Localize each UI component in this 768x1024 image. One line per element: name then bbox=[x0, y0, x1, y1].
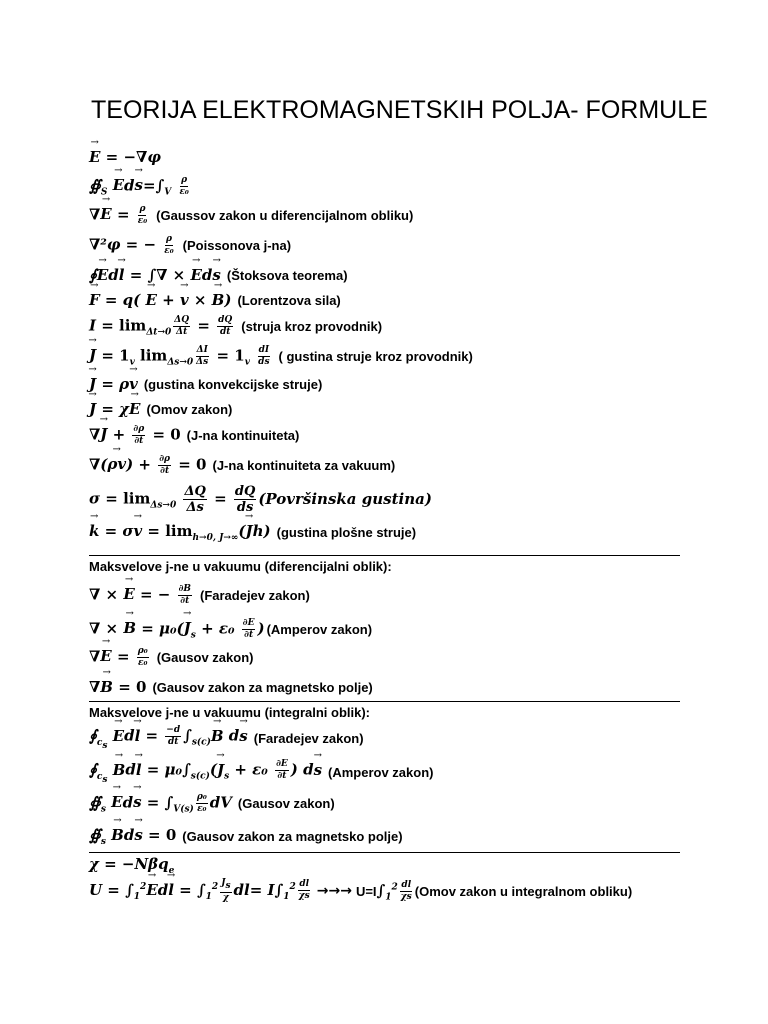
arrows-icon: →→→ bbox=[316, 883, 352, 899]
formula-row bbox=[89, 311, 382, 341]
formula: ∇→ B = 0 bbox=[89, 678, 146, 696]
formula-row bbox=[89, 723, 364, 753]
formula-label: (Gausov zakon za magnetsko polje) bbox=[182, 828, 403, 844]
formula-label: (J-na kontinuiteta za vakuum) bbox=[212, 457, 396, 473]
formula-label: (gustina plošne struje) bbox=[276, 524, 417, 540]
formula-label: (Štoksova teorema) bbox=[226, 267, 348, 283]
formula: → $J = 1_v$ $\lim_{\Delta s\to 0}$ $\frac{\Delta I}{\Delta s}$ = $1_v$ $\frac{dI}{ds}$ bbox=[89, 345, 273, 368]
formula-row bbox=[89, 142, 161, 172]
formula-label: (Gausov zakon) bbox=[156, 649, 254, 665]
formula: ∮→ Ed→ l = ∫∇ × → Ed→ s bbox=[89, 266, 221, 284]
formula-label: U=I bbox=[355, 883, 377, 899]
formula-label: (Površinska gustina) bbox=[258, 490, 432, 508]
formula-row bbox=[89, 200, 413, 230]
formula: ∇ × → $B = \mu_0(\to J_s + \varepsilon_0$ $\frac{\partial E}{\partial t}$ ) bbox=[89, 618, 265, 641]
formula: → $k = \sigma\to v = \lim_{h\to 0, J\to\infty}(\to Jh)$ bbox=[89, 522, 271, 543]
page-title: TEORIJA ELEKTROMAGNETSKIH POLJA- FORMULE bbox=[91, 96, 708, 124]
formula: $\int_1^2$ $\frac{dl}{\chi s}$ bbox=[376, 879, 412, 902]
divider bbox=[89, 701, 680, 702]
formula-row bbox=[89, 788, 335, 818]
formula: ∇(→ ρv) + $\frac{\partial\rho}{\partial t}$ = 0 bbox=[89, 454, 206, 477]
formula-row bbox=[89, 484, 432, 514]
section-heading: Maksvelove j-ne u vakuumu (diferencijalni oblik): bbox=[89, 559, 392, 574]
formula: $∮_{c_s} \to Bd\to l = \mu_0\int_{s(c)}(\to J_s + \varepsilon_0$ $\frac{\partial E}{\partial t}$ ) d→ s bbox=[89, 759, 322, 784]
formula: $U = \int_1^2\to Ed\to l = \int_1^2$ $\frac{J_s}{\chi}$ $dl= I\int_1^2$ $\frac{dl}{\chi s}$ bbox=[89, 878, 313, 904]
formula-label: ( gustina struje kroz provodnik) bbox=[278, 348, 473, 364]
formula-label: (Amperov zakon) bbox=[266, 621, 373, 637]
formula-row bbox=[89, 821, 403, 851]
formula: → J = χ→ E bbox=[89, 400, 140, 418]
formula: $I = \lim_{\Delta t\to 0}$ $\frac{\Delta Q}{\Delta t}$ = $\frac{dQ}{dt}$ bbox=[89, 314, 233, 337]
formula-row bbox=[89, 517, 416, 547]
formula-label: (J-na kontinuiteta) bbox=[186, 427, 300, 443]
formula-label: (struja kroz provodnik) bbox=[241, 318, 383, 334]
divider bbox=[89, 555, 680, 556]
formula-label: (Omov zakon u integralnom obliku) bbox=[414, 883, 633, 899]
formula-row bbox=[89, 642, 253, 672]
formula-row bbox=[89, 450, 395, 480]
formula: ∇→ E = $\frac{\rho}{\text{ε₀}}$ bbox=[89, 204, 150, 227]
formula: → J = ρ→ v bbox=[89, 375, 138, 393]
formula-label: (Amperov zakon) bbox=[328, 764, 434, 780]
section-heading: Maksvelove j-ne u vakuumu (integralni oblik): bbox=[89, 705, 371, 720]
formula: ∇→ E = $\frac{\text{ρ₀}}{\text{ε₀}}$ bbox=[89, 646, 151, 669]
formula-label: (gustina konvekcijske struje) bbox=[143, 376, 323, 392]
formula: ∇ × → E = − $\frac{\partial B}{\partial t}$ bbox=[89, 584, 194, 607]
formula: → E = −∇φ bbox=[89, 148, 161, 166]
formula-row bbox=[89, 876, 632, 906]
formula-row bbox=[89, 672, 373, 702]
formula: χ = −Nβq$_e$ bbox=[89, 854, 175, 876]
formula-label: (Poissonova j-na) bbox=[182, 237, 292, 253]
formula-row bbox=[89, 614, 372, 644]
formula-label: (Gaussov zakon u diferencijalnom obliku) bbox=[156, 207, 414, 223]
formula-label: (Gausov zakon) bbox=[237, 795, 335, 811]
divider bbox=[89, 852, 680, 853]
formula: $\sigma = \lim_{\Delta s\to 0}$ $\frac{\Delta Q}{\Delta s}$ = $\frac{dQ}{ds}$ bbox=[89, 483, 256, 515]
formula-label: (Faradejev zakon) bbox=[199, 587, 310, 603]
formula: $∯_s \to Bd\to s = 0$ bbox=[89, 826, 176, 847]
formula: ∇→ J + $\frac{\partial\rho}{\partial t}$ = 0 bbox=[89, 424, 181, 447]
formula-label: (Gausov zakon za magnetsko polje) bbox=[152, 679, 373, 695]
formula: $∮_{c_s} \to Ed\to l$ = $\frac{-d}{dt}$ $\int_{s(c)}\to B$ d→ s bbox=[89, 725, 248, 750]
formula-label: (Lorentzova sila) bbox=[237, 292, 341, 308]
formula: $∯_s \to Ed\to s = \int_{V(s)}$ $\frac{\text{ρ₀}}{\text{ε₀}}$ dV bbox=[89, 792, 232, 815]
formula: $∯_S \to Ed\to s=\int_V$ $\frac{\rho}{\text{ε₀}}$ bbox=[89, 175, 192, 198]
formula-label: (Faradejev zakon) bbox=[253, 730, 364, 746]
formula-row bbox=[89, 580, 310, 610]
formula-label: (Omov zakon) bbox=[146, 401, 233, 417]
formula: → F = q( → E + → v × → B) bbox=[89, 291, 231, 309]
formula: ∇²φ = − $\frac{\rho}{\text{ε₀}}$ bbox=[89, 233, 174, 256]
formula-row bbox=[89, 341, 473, 371]
